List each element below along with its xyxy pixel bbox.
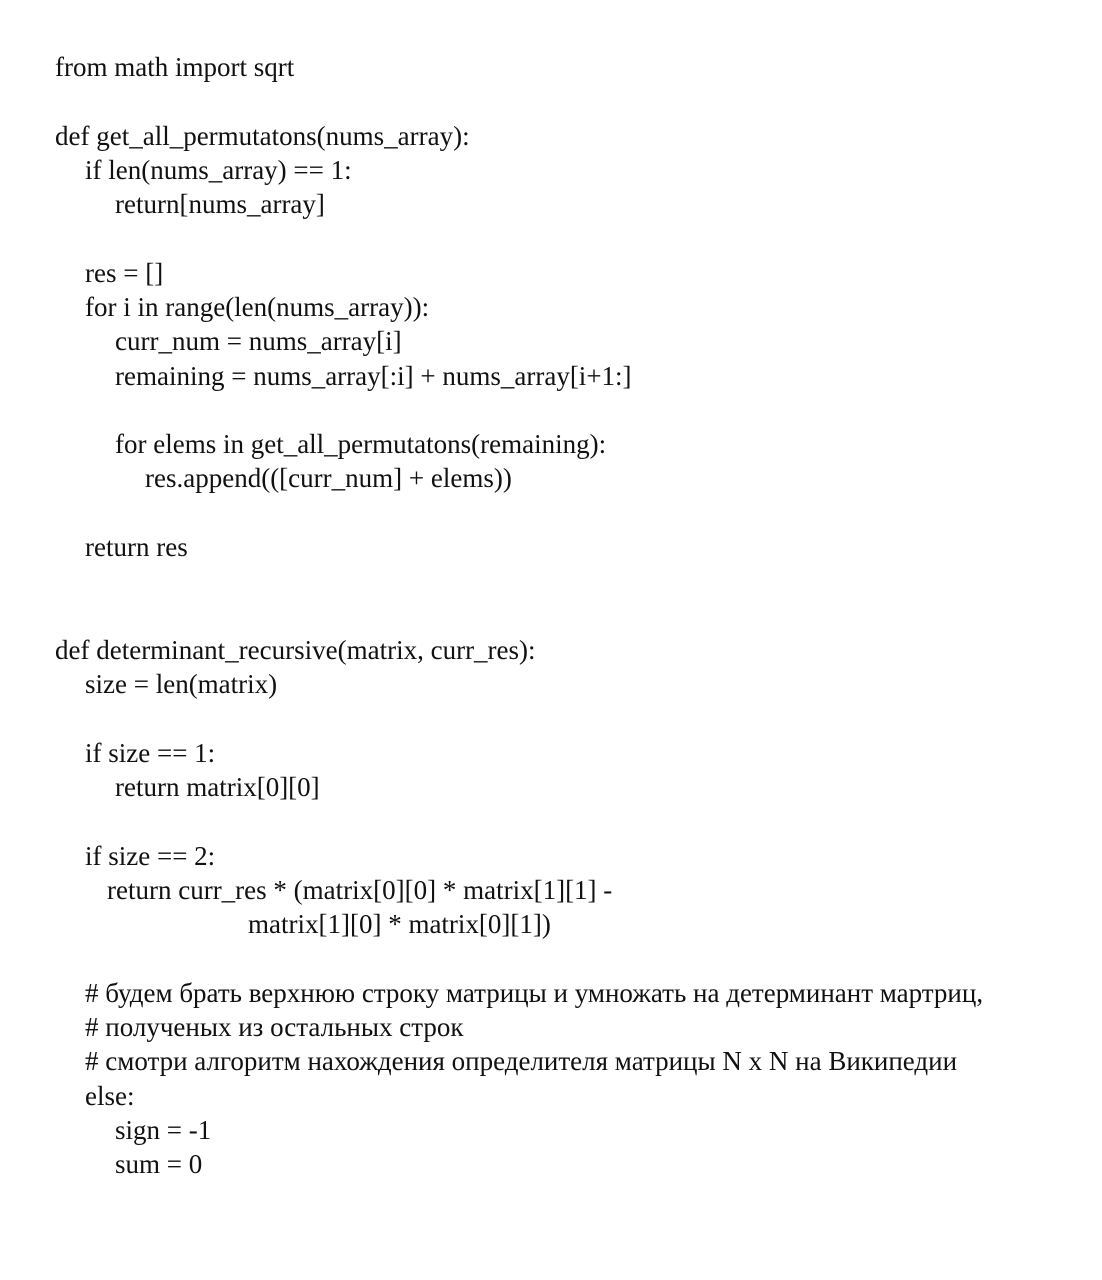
code-line: if len(nums_array) == 1: <box>85 155 352 185</box>
code-line: else: <box>85 1081 135 1111</box>
code-line: def get_all_permutatons(nums_array): <box>55 121 470 151</box>
code-line: for i in range(len(nums_array)): <box>85 292 430 322</box>
code-line: for elems in get_all_permutatons(remaining): <box>115 429 607 459</box>
code-line: from math import sqrt <box>55 52 295 82</box>
code-line: size = len(matrix) <box>85 669 278 699</box>
code-line: res.append(([curr_num] + elems)) <box>145 463 512 493</box>
code-line: return matrix[0][0] <box>115 772 320 802</box>
code-line: if size == 1: <box>85 738 216 768</box>
comment-line: # полученых из остальных строк <box>85 1012 464 1042</box>
code-line: curr_num = nums_array[i] <box>115 326 402 356</box>
code-line: sum = 0 <box>115 1149 203 1179</box>
code-line: remaining = nums_array[:i] + nums_array[i+1:] <box>115 361 632 391</box>
code-line: sign = -1 <box>115 1115 212 1145</box>
code-line: return curr_res * (matrix[0][0] * matrix[1][1] - <box>107 875 613 905</box>
code-line: res = [] <box>85 258 164 288</box>
code-line: matrix[1][0] * matrix[0][1]) <box>248 909 551 939</box>
code-line: return[nums_array] <box>115 189 325 219</box>
code-line: if size == 2: <box>85 841 216 871</box>
code-line: return res <box>85 532 188 562</box>
comment-line: # будем брать верхнюю строку матрицы и умножать на детерминант мартриц, <box>85 978 984 1008</box>
comment-line: # смотри алгоритм нахождения определителя матрицы N x N на Википедии <box>85 1046 958 1076</box>
code-line: def determinant_recursive(matrix, curr_res): <box>55 635 536 665</box>
